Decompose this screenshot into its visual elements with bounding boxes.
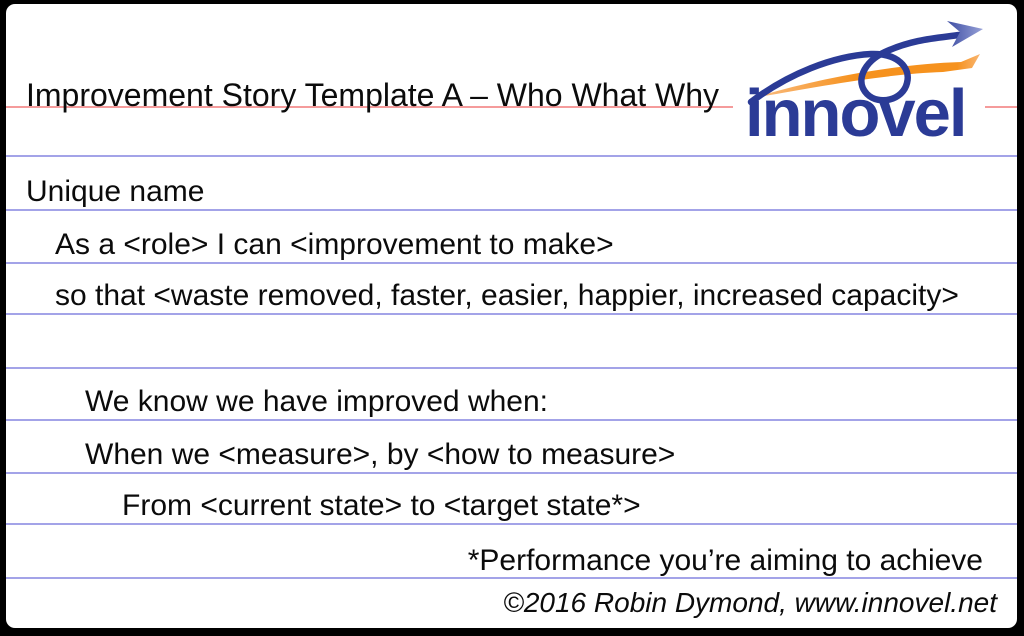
ruled-line [6, 523, 1017, 525]
row-as-a-role: As a <role> I can <improvement to make> [55, 228, 614, 261]
innovel-logo [733, 18, 985, 143]
ruled-line [6, 472, 1017, 474]
ruled-line [6, 367, 1017, 369]
ruled-line [6, 313, 1017, 315]
row-from-current-state: From <current state> to <target state*> [122, 489, 641, 522]
ruled-line [6, 262, 1017, 264]
ruled-line [6, 577, 1017, 579]
ruled-line [6, 209, 1017, 211]
row-unique-name: Unique name [26, 175, 205, 208]
footnote: *Performance you’re aiming to achieve [467, 544, 983, 577]
copyright: ©2016 Robin Dymond, www.innovel.net [503, 587, 997, 618]
row-so-that: so that <waste removed, faster, easier, happier, increased capacity> [55, 279, 959, 312]
ruled-line [6, 155, 1017, 157]
page-title: Improvement Story Template A – Who What Why [26, 77, 720, 113]
innovel-logo-text: innovel [745, 76, 966, 143]
row-we-know-improved: We know we have improved when: [85, 385, 549, 418]
ruled-line [6, 419, 1017, 421]
innovel-logo-graphic [733, 18, 985, 143]
row-when-we-measure: When we <measure>, by <how to measure> [85, 438, 676, 471]
